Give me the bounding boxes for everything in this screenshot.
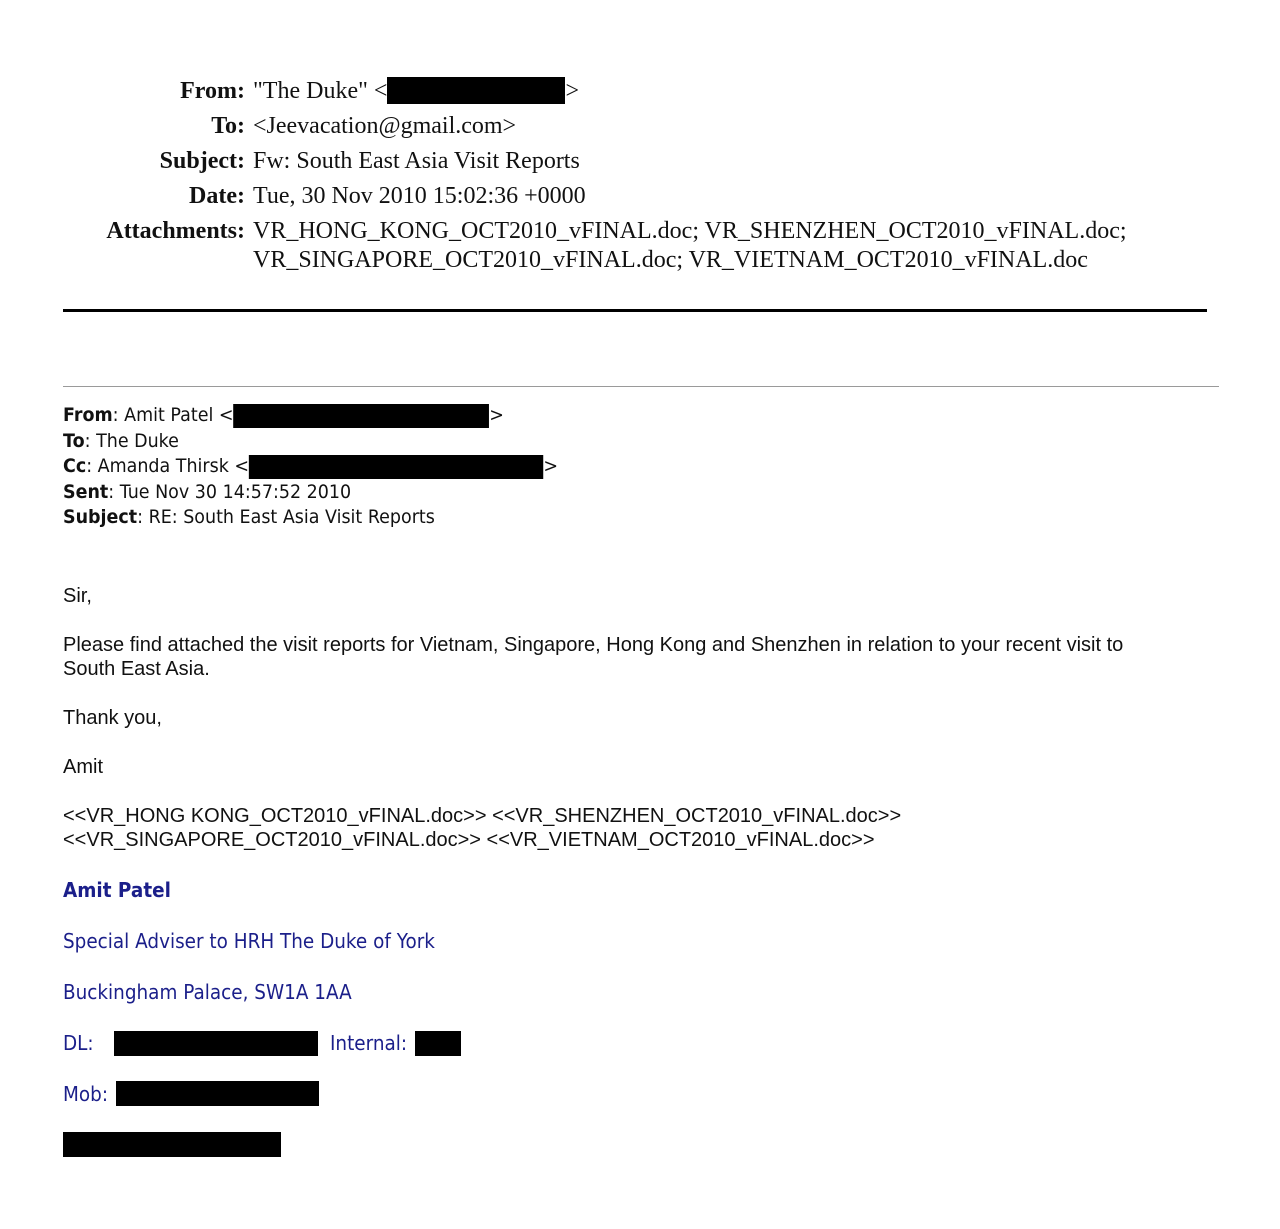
header-subject-label: Subject: xyxy=(159,148,245,174)
inner-to-label: To xyxy=(63,429,85,452)
inner-from-close: > xyxy=(489,404,504,426)
signature-dl-label: DL: xyxy=(63,1031,94,1055)
header-to-label: To: xyxy=(211,113,245,139)
header-from-label: From: xyxy=(180,78,245,104)
inner-to-value: : The Duke xyxy=(84,429,179,452)
inner-from-row xyxy=(63,403,558,429)
header-attachments-label: Attachments: xyxy=(106,218,245,244)
inner-subject-row xyxy=(63,505,558,531)
inner-cc-close: > xyxy=(543,455,559,477)
header-divider-thick xyxy=(63,309,1207,312)
inner-cc-label: Cc xyxy=(63,455,87,477)
redaction-box xyxy=(63,1132,281,1157)
header-to-row xyxy=(0,109,1280,144)
header-from-row xyxy=(0,74,1280,109)
header-attachments-value xyxy=(245,214,1127,275)
inner-cc-value: : Amanda Thirsk < xyxy=(86,455,250,477)
header-subject-value: Fw: South East Asia Visit Reports xyxy=(253,148,580,174)
body-attachments-line-2: <<VR_SINGAPORE_OCT2010_vFINAL.doc>> <<VR_VIETNAM_OCT2010_vFINAL.doc>> xyxy=(63,829,875,851)
redaction-box xyxy=(249,455,543,479)
header-from-close: > xyxy=(565,78,579,104)
redaction-box xyxy=(116,1081,319,1106)
inner-subject-label: Subject xyxy=(63,506,138,528)
redaction-box xyxy=(234,404,490,428)
header-divider-thin xyxy=(63,386,1219,387)
header-from-value xyxy=(245,74,579,109)
signature-address: Buckingham Palace, SW1A 1AA xyxy=(63,980,352,1004)
signature-name: Amit Patel xyxy=(63,878,171,902)
body-sender-name: Amit xyxy=(63,756,103,778)
body-thanks: Thank you, xyxy=(63,707,162,729)
header-date-label: Date: xyxy=(189,183,245,209)
signature-mob-label: Mob: xyxy=(63,1082,109,1106)
body-attachments xyxy=(63,804,1223,852)
header-attachments-line-1: VR_HONG_KONG_OCT2010_vFINAL.doc; VR_SHENZHEN_OCT2010_vFINAL.doc; xyxy=(253,218,1127,244)
header-to-value: <Jeevacation@gmail.com> xyxy=(253,113,517,139)
header-subject-row xyxy=(0,144,1280,179)
redaction-box xyxy=(387,77,565,104)
forwarded-email-header xyxy=(63,403,558,531)
printed-email-header xyxy=(0,74,1280,275)
header-date-row xyxy=(0,179,1280,214)
inner-cc-row xyxy=(63,454,558,480)
inner-subject-value: : RE: South East Asia Visit Reports xyxy=(137,506,435,528)
header-date-value: Tue, 30 Nov 2010 15:02:36 +0000 xyxy=(253,183,586,209)
inner-from-label: From xyxy=(63,404,113,426)
signature-internal-label: Internal: xyxy=(330,1031,408,1055)
redaction-box xyxy=(415,1031,461,1056)
inner-to-row xyxy=(63,429,558,455)
inner-sent-label: Sent xyxy=(63,480,109,503)
header-attachments-row xyxy=(0,214,1280,275)
header-from-name: "The Duke" < xyxy=(253,78,388,104)
signature-title: Special Adviser to HRH The Duke of York xyxy=(63,929,435,953)
inner-from-value: : Amit Patel < xyxy=(112,404,234,426)
inner-sent-row xyxy=(63,480,558,506)
body-attachments-line-1: <<VR_HONG KONG_OCT2010_vFINAL.doc>> <<VR_SHENZHEN_OCT2010_vFINAL.doc>> xyxy=(63,805,902,827)
inner-sent-value: : Tue Nov 30 14:57:52 2010 xyxy=(108,480,352,503)
body-paragraph xyxy=(63,633,1223,681)
body-paragraph-line-1: Please find attached the visit reports for Vietnam, Singapore, Hong Kong and Shenzhen in relation to your recent visit to xyxy=(63,634,1124,656)
header-attachments-line-2: VR_SINGAPORE_OCT2010_vFINAL.doc; VR_VIETNAM_OCT2010_vFINAL.doc xyxy=(253,247,1088,273)
body-greeting: Sir, xyxy=(63,585,92,607)
body-paragraph-line-2: South East Asia. xyxy=(63,658,210,680)
redaction-box xyxy=(114,1031,318,1056)
